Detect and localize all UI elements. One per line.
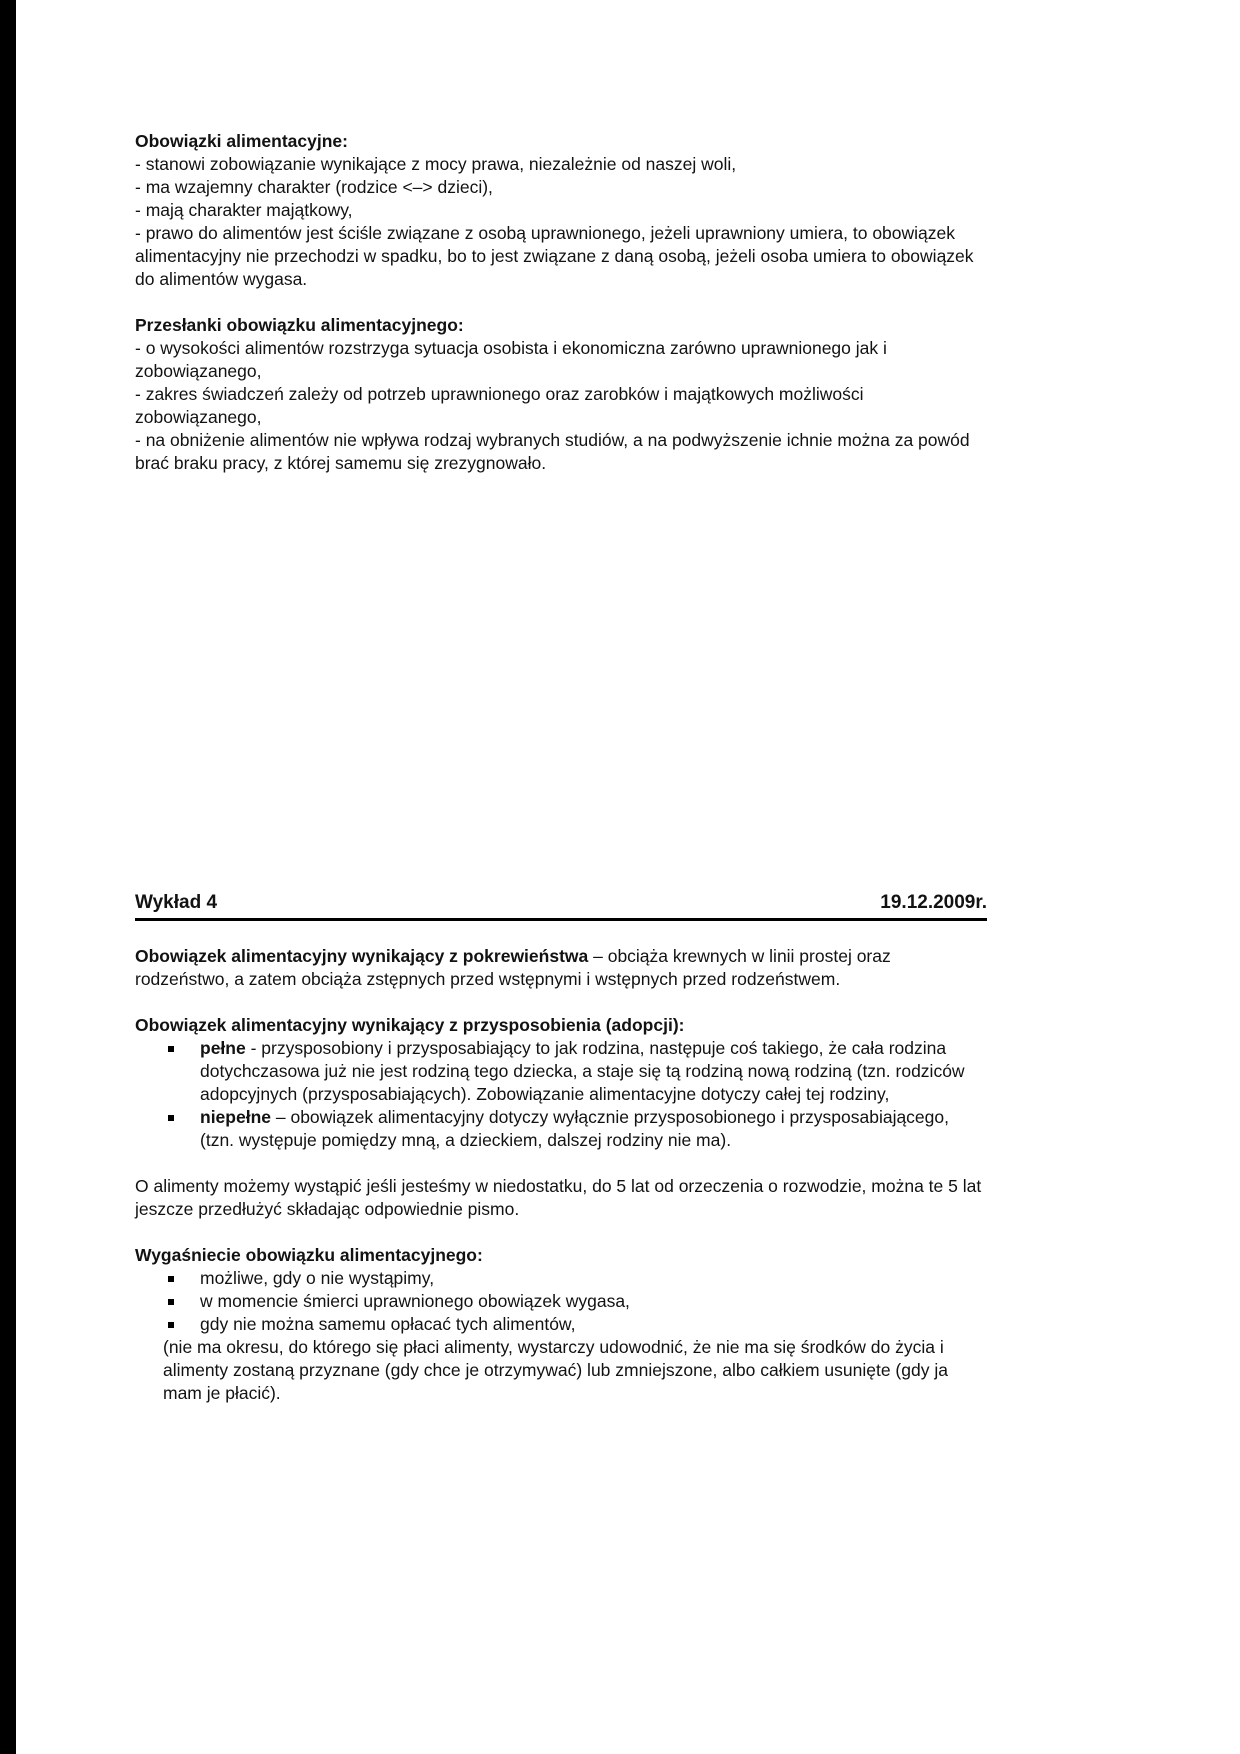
bullet-content [174, 1106, 987, 1152]
lecture-date: 19.12.2009r. [880, 892, 987, 913]
section-heading: Przesłanki obowiązku alimentacyjnego: [135, 315, 464, 335]
para-text: – obciąża krewnych w linii prostej oraz rodzeństwo, a zatem obciąża zstępnych przed wstępnymi i wstępnych przed rodzeństwem. [135, 946, 891, 989]
body-line: - prawo do alimentów jest ściśle związane z osobą uprawnionego, jeżeli uprawniony umiera, to obowiązek alimentacyjny nie przechodzi w spadku, bo to jest związane z daną osobą, jeżeli osoba umiera to obowiązek do alimentów wygasa. [135, 223, 974, 289]
bullet-content [174, 1037, 987, 1106]
bullet-item [135, 1106, 987, 1152]
blank-space [135, 498, 987, 891]
bullet-text-run: w momencie śmierci uprawnionego obowiązek wygasa, [200, 1291, 630, 1311]
section-heading: Obowiązki alimentacyjne: [135, 131, 348, 151]
bullet-lead-bold: niepełne [200, 1107, 271, 1127]
bullet-item [135, 1267, 987, 1290]
bullet-text-run: – obowiązek alimentacyjny dotyczy wyłącznie przysposobionego i przysposabiającego, (tzn. występuje pomiędzy mną, a dzieckiem, dalszej rodziny nie ma). [200, 1107, 949, 1150]
bullet-text-run: możliwe, gdy o nie wystąpimy, [200, 1268, 435, 1288]
body-line: - zakres świadczeń zależy od potrzeb uprawnionego oraz zarobków i majątkowych możliwości zobowiązanego, [135, 384, 864, 427]
section-note: (nie ma okresu, do którego się płaci alimenty, wystarczy udowodnić, że nie ma się środków do życia i alimenty zostaną przyznane (gdy chce je otrzymywać) lub zmniejszone, albo całkiem usunięte (gdy ja mam je płacić). [163, 1337, 948, 1403]
body-line: - ma wzajemny charakter (rodzice <–> dzieci), [135, 177, 493, 197]
section-wygasniecie [135, 1244, 987, 1405]
body-line: - na obniżenie alimentów nie wpływa rodzaj wybranych studiów, a na podwyższenie ichnie można za powód brać braku pracy, z której samemu się zrezygnowało. [135, 430, 970, 473]
bullet-text-run: - przysposobiony i przysposabiający to jak rodzina, następuje coś takiego, że cała rodzina dotychczasowa już nie jest rodziną tego dziecka, a staje się tą rodziną nową rodziną (tzn. rodziców adopcyjnych (przysposabiających). Zobowiązanie alimentacyjne dotyczy całej tej rodziny, [200, 1038, 965, 1104]
bullet-item [135, 1037, 987, 1106]
body-line: - stanowi zobowiązanie wynikające z mocy prawa, niezależnie od naszej woli, [135, 154, 737, 174]
para-pokrewienstwo [135, 945, 987, 991]
lecture-header [135, 891, 987, 921]
bullet-text-run: gdy nie można samemu opłacać tych alimentów, [200, 1314, 576, 1334]
body-line: - mają charakter majątkowy, [135, 200, 353, 220]
section-obowiazki [135, 130, 987, 291]
bullet-lead-bold: pełne [200, 1038, 246, 1058]
scan-edge-artifact [0, 0, 16, 1754]
para-lead-bold: Obowiązek alimentacyjny wynikający z pokrewieństwa [135, 946, 589, 966]
bullet-item [135, 1313, 987, 1336]
lecture-title: Wykład 4 [135, 892, 218, 913]
section-heading: Wygaśniecie obowiązku alimentacyjnego: [135, 1245, 483, 1265]
section-heading: Obowiązek alimentacyjny wynikający z przysposobienia (adopcji): [135, 1015, 685, 1035]
document-content [135, 130, 987, 1428]
para-alimenty: O alimenty możemy wystąpić jeśli jesteśmy w niedostatku, do 5 lat od orzeczenia o rozwodzie, można te 5 lat jeszcze przedłużyć składając odpowiednie pismo. [135, 1176, 982, 1219]
bullet-item [135, 1290, 987, 1313]
body-line: - o wysokości alimentów rozstrzyga sytuacja osobista i ekonomiczna zarówno uprawnionego jak i zobowiązanego, [135, 338, 887, 381]
section-przysposobienie [135, 1014, 987, 1152]
section-przeslanki [135, 314, 987, 475]
